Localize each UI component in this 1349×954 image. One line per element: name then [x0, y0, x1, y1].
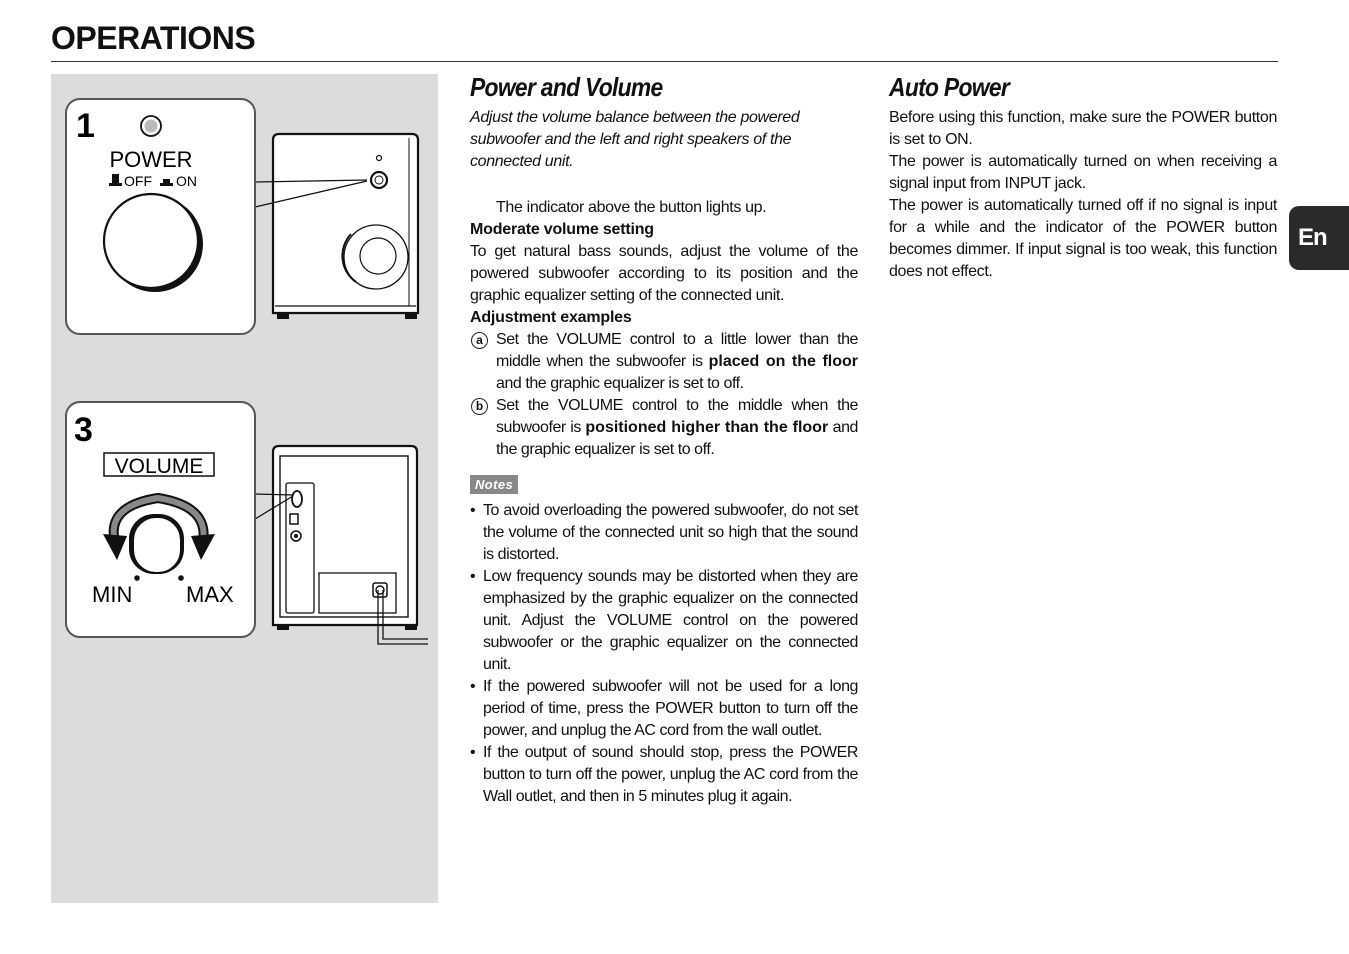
note-text: If the output of sound should stop, press the POWER button to turn off the power, unplug the AC cord from the Wall outlet, and then in 5 minutes plug it again.	[483, 744, 858, 805]
off-label: OFF	[124, 173, 152, 189]
notes-list	[470, 500, 858, 808]
moderate-volume-heading: Moderate volume setting	[470, 221, 654, 238]
indicator-note: The indicator above the button lights up.	[496, 199, 767, 216]
illustration-panel	[51, 74, 438, 903]
adjustment-example-b	[470, 395, 858, 461]
note-text: To avoid overloading the powered subwoofer, do not set the volume of the connected unit so high that the sound is distorted.	[483, 502, 858, 563]
auto-power-paragraph: The power is automatically turned on when receiving a signal input from INPUT jack.	[889, 153, 1277, 192]
title-rule	[51, 61, 1278, 62]
max-label: MAX	[186, 582, 234, 607]
illustration-svg	[51, 74, 438, 903]
volume-label: VOLUME	[114, 455, 204, 478]
example-a-text-after: and the graphic equalizer is set to off.	[496, 375, 744, 392]
min-dot	[134, 575, 140, 581]
max-dot	[178, 575, 184, 581]
circled-a-marker: a	[471, 332, 488, 349]
note-item	[470, 676, 858, 742]
power-label: POWER	[109, 147, 193, 172]
auto-power-paragraph: The power is automatically turned off if no signal is input for a while and the indicator of the POWER button becomes dimmer. If input signal is too weak, this function does not effect.	[889, 197, 1277, 280]
bullet-icon: •	[470, 744, 476, 761]
bullet-icon: •	[470, 502, 476, 519]
adjustment-example-a	[470, 329, 858, 395]
language-tab: En	[1289, 206, 1349, 270]
auto-power-column	[889, 72, 1277, 283]
example-b-text-before: Set the VOLUME control to the middle when the subwoofer is	[496, 397, 858, 436]
notes-badge: Notes	[470, 475, 518, 494]
volume-knob-icon	[133, 517, 181, 573]
step-3-figure	[66, 402, 428, 644]
example-b-text-after: and the graphic equalizer is set to off.	[496, 419, 859, 458]
moderate-volume-text: To get natural bass sounds, adjust the volume of the powered subwoofer according to its position and the graphic equalizer setting of the connected unit.	[470, 243, 858, 304]
page-title: OPERATIONS	[51, 20, 256, 56]
power-volume-title: Power and Volume	[470, 72, 663, 102]
example-a-text-before: Set the VOLUME control to a little lower than the middle when the subwoofer is	[496, 331, 858, 370]
power-volume-lead: Adjust the volume balance between the powered subwoofer and the left and right speakers of the connected unit.	[470, 109, 800, 170]
note-text: Low frequency sounds may be distorted when they are emphasized by the graphic equalizer on the connected unit. Adjust the VOLUME control on the powered subwoofer or the graphic equalizer on the connected unit.	[483, 568, 858, 673]
adjustment-examples-heading: Adjustment examples	[470, 309, 632, 326]
step-1-number: 1	[76, 107, 95, 145]
bullet-icon: •	[470, 568, 476, 585]
bullet-icon: •	[470, 678, 476, 695]
step-3-number: 3	[74, 411, 93, 449]
auto-power-title: Auto Power	[889, 72, 1010, 102]
step-1-figure	[66, 99, 418, 334]
subwoofer-front-illustration	[273, 134, 418, 319]
note-item	[470, 742, 858, 808]
note-item	[470, 500, 858, 566]
min-label: MIN	[92, 582, 133, 607]
subwoofer-rear-illustration	[273, 446, 428, 644]
power-button-icon	[104, 194, 198, 288]
power-volume-column	[470, 72, 858, 808]
note-item	[470, 566, 858, 676]
circled-b-marker: b	[471, 398, 488, 415]
example-b-bold: positioned higher than the floor	[585, 419, 829, 436]
auto-power-paragraph: Before using this function, make sure the POWER button is set to ON.	[889, 109, 1277, 148]
example-a-bold: placed on the floor	[708, 353, 858, 370]
note-text: If the powered subwoofer will not be used for a long period of time, press the POWER button to turn off the power, and unplug the AC cord from the wall outlet.	[483, 678, 858, 739]
on-label: ON	[176, 173, 197, 189]
